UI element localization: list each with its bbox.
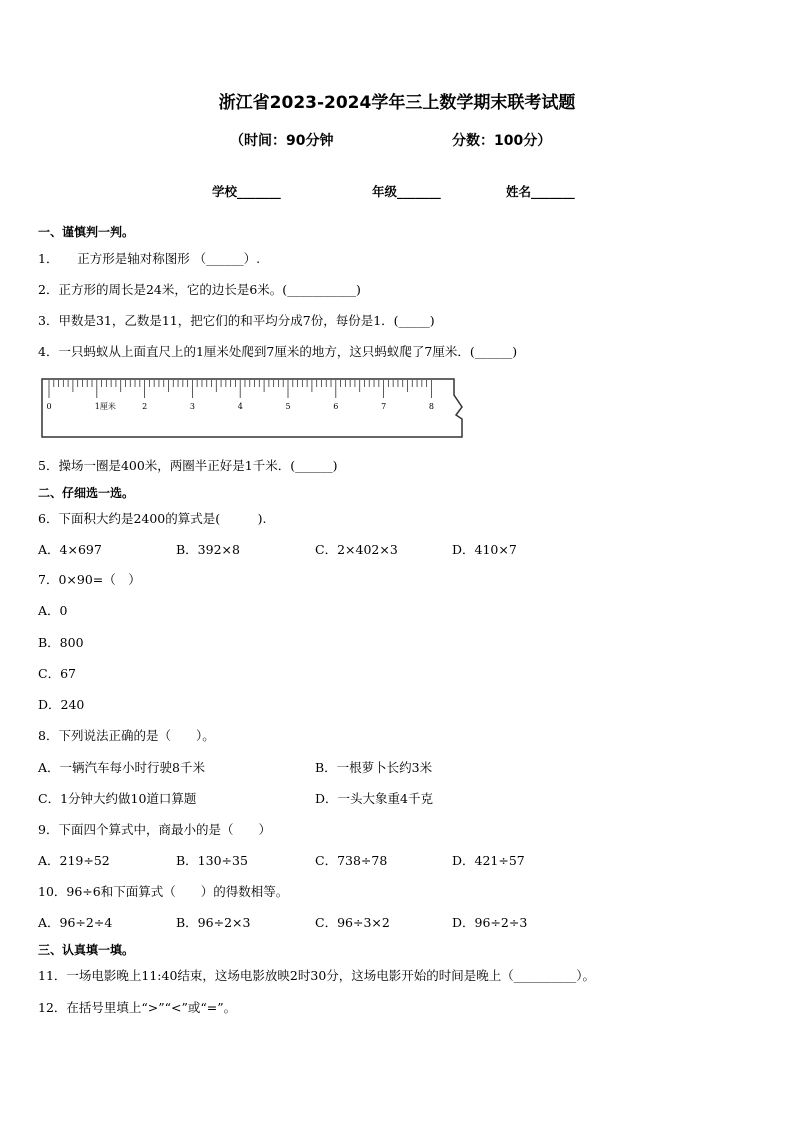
q7-option-c: C．67 (38, 666, 76, 681)
q10-option-b: B．96÷2×3 (176, 915, 251, 930)
grade-field: 年级_______ (372, 184, 441, 199)
q10-option-a: A．96÷2÷4 (38, 915, 113, 930)
q6-option-d: D．410×7 (452, 542, 517, 557)
ruler-label: 7 (381, 402, 387, 411)
question-4: 4．一只蚂蚁从上面直尺上的1厘米处爬到7厘米的地方，这只蚂蚁爬了7厘米．(______) (38, 344, 518, 359)
q6-option-a: A．4×697 (38, 542, 102, 557)
q9-option-a: A．219÷52 (38, 853, 110, 868)
question-6: 6．下面积大约是2400的算式是( ). (38, 511, 267, 526)
question-2: 2．正方形的周长是24米，它的边长是6米。(___________) (38, 282, 361, 297)
ruler-label: 4 (237, 402, 243, 411)
q8-option-b: B．一根萝卜长约3米 (315, 760, 433, 775)
q6-option-b: B．392×8 (176, 542, 240, 557)
ruler-label: 6 (333, 402, 339, 411)
q9-option-d: D．421÷57 (452, 853, 525, 868)
exam-time: （时间：90分钟 (230, 133, 334, 149)
name-field: 姓名_______ (506, 184, 575, 199)
q10-option-d: D．96÷2÷3 (452, 915, 528, 930)
question-9: 9．下面四个算式中，商最小的是（ ） (38, 822, 271, 837)
ruler-label: 8 (428, 402, 434, 411)
ruler-label: 2 (142, 402, 148, 411)
question-11: 11．一场电影晚上11:40结束，这场电影放映2时30分，这场电影开始的时间是晚上（__________）。 (38, 968, 596, 983)
ruler-label: 1厘米 (94, 402, 116, 411)
ruler-label: 0 (46, 402, 52, 411)
q9-option-b: B．130÷35 (176, 853, 248, 868)
question-10: 10．96÷6和下面算式（ ）的得数相等。 (38, 884, 289, 899)
ruler-label: 5 (285, 402, 291, 411)
section-3-heading: 三、认真填一填。 (38, 943, 135, 957)
ruler-label: 3 (189, 402, 195, 411)
q10-option-c: C．96÷3×2 (315, 915, 390, 930)
question-12: 12．在括号里填上“>”“<”或“=”。 (38, 1000, 237, 1015)
section-1-heading: 一、谨慎判一判。 (38, 225, 135, 239)
question-7: 7．0×90=（ ） (38, 572, 141, 587)
question-1: 1． 正方形是轴对称图形 （______）. (38, 251, 261, 266)
q7-option-b: B．800 (38, 635, 84, 650)
q6-option-c: C．2×402×3 (315, 542, 398, 557)
q8-option-c: C．1分钟大约做10道口算题 (38, 791, 197, 806)
q8-option-d: D．一头大象重4千克 (315, 791, 433, 806)
section-2-heading: 二、仔细选一选。 (38, 486, 135, 500)
question-3: 3．甲数是31，乙数是11，把它们的和平均分成7份，每份是1．(_____) (38, 313, 435, 328)
exam-score: 分数：100分） (452, 133, 552, 149)
q8-option-a: A．一辆汽车每小时行驶8千米 (38, 760, 205, 775)
question-5: 5．操场一圈是400米，两圈半正好是1千米．(______) (38, 458, 338, 473)
q9-option-c: C．738÷78 (315, 853, 388, 868)
page-title: 浙江省2023-2024学年三上数学期末联考试题 (218, 93, 576, 113)
ruler-image (38, 377, 470, 439)
q7-option-d: D．240 (38, 697, 85, 712)
question-8: 8．下列说法正确的是（ ）。 (38, 728, 215, 743)
q7-option-a: A．0 (38, 603, 68, 618)
school-field: 学校_______ (212, 184, 281, 199)
